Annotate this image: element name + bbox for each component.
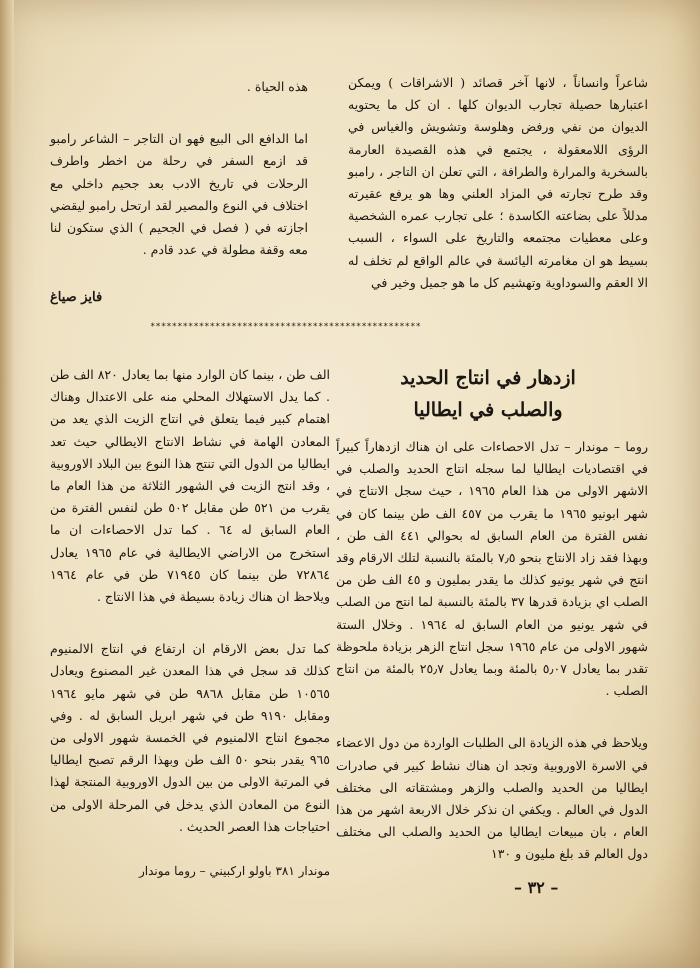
page-number: – ٣٢ – bbox=[514, 878, 559, 897]
author-signature: فايز صياغ bbox=[50, 290, 103, 306]
section-separator: ************************************************** bbox=[150, 322, 421, 332]
iron-steel-paragraph-3: الف طن ، بينما كان الوارد منها بما يعادل ٨٢٠ الف طن . كما يدل الاستهلاك المحلي منه على الاعتدال وهناك اهتمام كبير فيما يتعلق في انتاج الزيت الذي يعد من المعادن الهامة في نشاط الانتاج الايطالي حيث تعد ايطاليا من الدول التي تنتج هذا النوع بين البلاد الاوروبية ، وقد انتج الزيت في الشهور الثلاثة من هذا العام ما يقرب من ٥٢١ طن مقابل ٥٠٢ طن لنفس الفترة من العام السابق له ٦٤ . كما تدل الاحصاءات ان ما استخرج من الاراضي الايطالية في عام ١٩٦٥ يعادل ٧٢٨٦٤ طن بينما كان ٧١٩٤٥ طن في عام ١٩٦٤ ويلاحظ ان هناك زيادة بسيطة في هذا الانتاج . bbox=[50, 367, 331, 605]
article-signoff: موندار ٣٨١ باولو اركبيني – روما موندار bbox=[138, 864, 330, 879]
article-rimbaud-first-line: هذه الحياة . bbox=[246, 79, 308, 94]
iron-steel-paragraph-4: كما تدل بعض الارقام ان ارتفاع في انتاج الالمنيوم كذلك قد سجل في هذا المعدن غير المصنوع ويعادل ١٠٥٦٥ طن مقابل ٩٨٦٨ طن في شهر مايو ١٩٦٤ ومقابل ٩١٩٠ طن في شهر ابريل السابق له . وفي مجموع انتاج الالمنيوم في الخمسة شهور الاولى من ٩٦٥ يقدر بنحو ٥٠ الف طن وبهذا الرقم تصبح ايطاليا في المرتبة الاولى من بين الدول الاوروبية المنتجة لهذا النوع من المعادن الذي يدخل في المرحلة الاولى من احتياجات هذا العصر الحديث . bbox=[50, 641, 330, 834]
article-iron-steel-left-column bbox=[50, 364, 330, 882]
article-rimbaud-closing-paragraph: اما الدافع الى البيع فهو ان التاجر – الشاعر رامبو قد ازمع السفر في رحلة من اخطر واطرف الرحلات في تاريخ الادب بعد جحيم داخلي مع اختلاف في النوع والمصير لقد ارتحل رامبو ليقضي اجازته في ( فصل في الجحيم ) الذي ستكون لنا معه وقفة مطولة في عدد قادم . bbox=[50, 131, 308, 258]
article-iron-steel-right-column bbox=[336, 436, 648, 866]
article-rimbaud-ending bbox=[50, 76, 308, 310]
page-binding-edge bbox=[0, 0, 14, 968]
article-headline bbox=[368, 362, 608, 426]
iron-steel-paragraph-1: روما – موندار – تدل الاحصاءات على ان هناك ازدهاراً كبيراً في اقتصاديات ايطاليا لما سجله انتاج الحديد والصلب في الاشهر الاولى من هذا العام ١٩٦٥ ، حيث سجل الانتاج في شهر ابونيو ١٩٦٥ ما يقرب من ٤٥٧ الف طن بينما كان في نفس الفترة من العام السابق له بحوالي ٤٤١ الف طن ، وبهذا فقد زاد الانتاج بنحو ٧٫٥ بالمئة بالنسبة لتلك الارقام وقد انتج في شهر يونيو كذلك ما يقدر بمليون و ٤٥ الف طن من الصلب اي بزيادة قدرها ٣٧ بالمئة بالنسبة لما انتج من الصلب في شهر يونيو من العام السابق له ١٩٦٤ . وخلال الستة شهور الاولى من عام ١٩٦٥ سجل انتاج الزهر بزيادة ملحوظة تقدر بما يعادل ٥٫٠٧ بالمئة وبما يعادل ٢٥٫٧ بالمئة من انتاج الصلب . bbox=[336, 439, 649, 699]
article-rimbaud-paragraph: شاعراً وانساناً ، لانها آخر قصائد ( الاشراقات ) ويمكن اعتبارها حصيلة تجارب الديوان كلها . ان كل ما يحتويه الديوان من نفي ورفض وهلوسة وتشويش والغياس في الرؤى اللامعقولة ، يجتمع في هذه القصيدة العارمة بالسخرية والمرارة والطرافة ، التي تعلن ان التاجر ، رامبو وقد طرح تجارته في المزاد العلني وها هو يرفع عقيرته مدللاً على بضاعته الكاسدة ؛ على تجارب عمره الشخصية وعلى معطيات مجتمعه والتاريخ على السواء ، السبب بسيط هو ان مغامرته اليائسة في عالم الواقع لم تخلف له الا العقم والسوداوية وتهشيم كل ما هو جميل وخير في bbox=[348, 75, 648, 290]
article-rimbaud-continuation bbox=[348, 72, 648, 294]
headline-line-2: والصلب في ايطاليا bbox=[413, 399, 563, 421]
headline-line-1: ازدهار في انتاج الحديد bbox=[400, 367, 576, 389]
iron-steel-paragraph-2: ويلاحظ في هذه الزيادة الى الطلبات الواردة من دول الاعضاء في الاسرة الاوروبية وتجد ان هناك نشاط كبير في صادرات ايطاليا من الحديد والصلب والزهر ومشتقاته الى مختلف الدول في العالم . ويكفي ان نذكر خلال الاربعة اشهر من هذا العام ، بان مبيعات ايطاليا من الحديد والصلب الى مختلف دول العالم قد بلغ مليون و ١٣٠ bbox=[336, 735, 648, 862]
